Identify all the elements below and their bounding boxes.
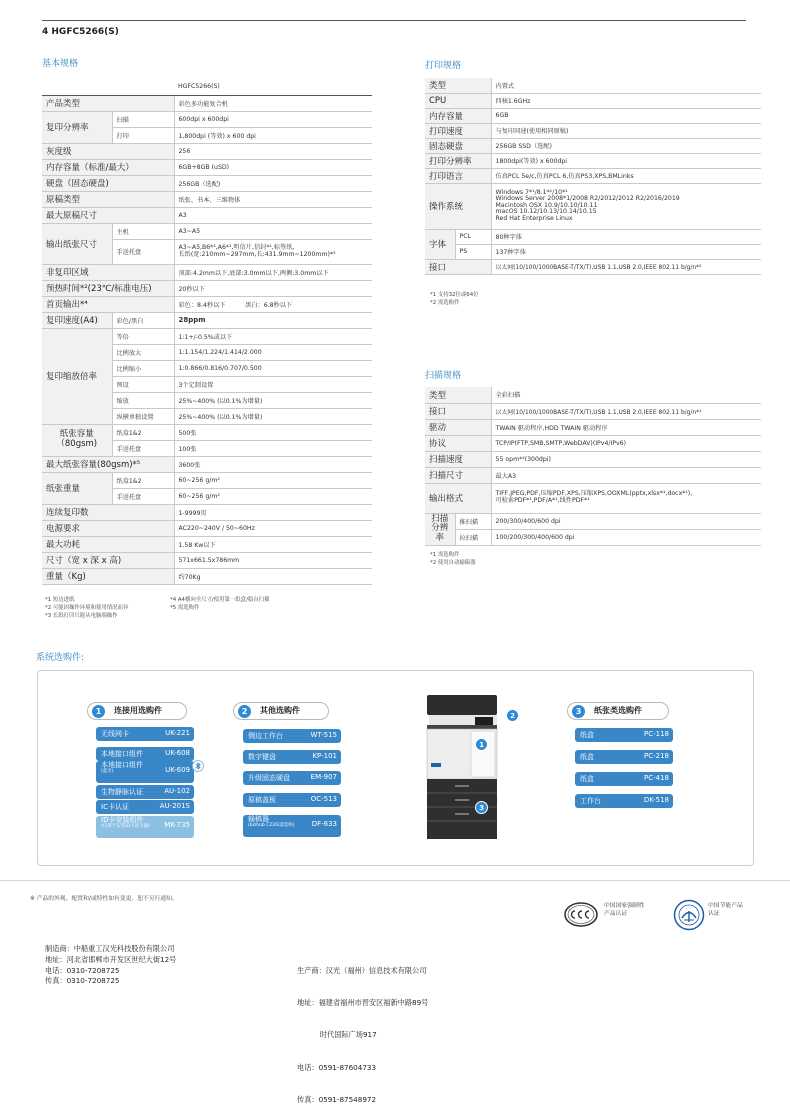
option-name: 无线网卡: [101, 730, 129, 738]
manufacturer-line: 制造商：中船重工汉光科技股份有限公司: [45, 944, 175, 953]
spec-value-line: TIFF,JPEG,PDF,压缩PDF,XPS,压缩XPS,OOXML(pptx,xlsx*¹,docx*¹),: [495, 490, 693, 498]
spec-label: 原稿类型: [42, 191, 174, 207]
spec-value: 25%~400% (以0.1%为增量): [174, 408, 372, 424]
spec-value: 1.58 Kw以下: [174, 536, 372, 552]
spec-label: 打印语言: [425, 168, 491, 183]
spec-label: 最大原稿尺寸: [42, 207, 174, 223]
spec-value: 137种字体: [491, 244, 761, 259]
spec-label: 复印速度(A4): [42, 312, 112, 328]
spec-value-line: macOS 10.12/10.13/10.14/10.15: [495, 208, 597, 216]
spec-value: 55 opm*²(300dpi): [491, 451, 761, 467]
option-name-line: 本地接口组件: [101, 761, 143, 769]
spec-sublabel: 主机: [112, 223, 174, 239]
machine-marker-1: 1: [475, 738, 488, 751]
print-spec-title: 打印规格: [425, 61, 462, 71]
spec-sublabel: PS: [455, 244, 491, 259]
ccc-cert-logo: [563, 901, 599, 928]
spec-value: 571x661.5x786mm: [174, 552, 372, 568]
option-code: PC-218: [644, 752, 669, 760]
scan-notes: [430, 551, 476, 567]
option-item: [575, 772, 673, 786]
spec-value: 60~256 g/m²: [174, 488, 372, 504]
spec-value: 约70Kg: [174, 568, 372, 584]
cert-label-line: 中国节能产品: [708, 903, 743, 909]
option-name-line: 输稿器: [248, 815, 269, 823]
spec-value: 6GB+8GB (uSD): [174, 159, 372, 175]
spec-label-line: （80gsm): [56, 439, 98, 449]
producer-line: 时代国际广场917: [297, 1030, 377, 1040]
spec-label: 打印速度: [425, 123, 491, 138]
spec-sublabel: 手送托盘: [112, 488, 174, 504]
group-number-badge: 2: [238, 705, 251, 718]
option-note: (仅用于安装ID卡读卡器): [101, 823, 150, 829]
option-item: [575, 794, 673, 808]
spec-label: 产品类型: [42, 95, 174, 111]
group-title: 其他选购件: [260, 706, 300, 715]
footnote: *2 可能因操作环境和使用情况而异: [45, 605, 129, 612]
options-title: 系统选购件:: [36, 653, 85, 663]
spec-label: 重量（Kg): [42, 568, 174, 584]
spec-value: [491, 183, 761, 229]
mfp-machine-illustration: [425, 693, 515, 843]
print-spec-table: [425, 78, 761, 275]
option-name: 纸盒: [580, 731, 594, 739]
option-item: [243, 771, 341, 785]
bluetooth-icon: [192, 760, 204, 772]
option-item: [96, 747, 194, 761]
spec-value: TCP/IP(FTP,SMB,SMTP,WebDAV)(IPv4/IPv6): [491, 435, 761, 451]
spec-value: 6GB: [491, 108, 761, 123]
spec-sublabel: 手送托盘: [112, 440, 174, 456]
spec-sublabel: 手送托盘: [112, 239, 174, 264]
spec-value: 3600张: [174, 456, 372, 472]
spec-value: 全彩扫描: [491, 387, 761, 403]
spec-value: 彩色多功能复合机: [174, 95, 372, 111]
spec-label-line: 扫描: [431, 513, 449, 524]
spec-label: 硬盘（固态硬盘): [42, 175, 174, 191]
spec-value: 1,800dpi (等效) x 600 dpi: [174, 127, 372, 143]
spec-value: 1-9999页: [174, 504, 372, 520]
option-item: [575, 728, 673, 742]
spec-value: 以太网(10/100/1000BASE-T/TX/T),USB 1.1,USB 2.0,IEEE 802.11 b/g/n*¹: [491, 403, 761, 419]
disclaimer: ※ 产品的外观、配置和/或特性如有变更，恕不另行通知。: [30, 896, 178, 902]
footnote: *2 使用自动输稿器: [430, 560, 476, 567]
option-code: UK-221: [165, 729, 190, 737]
spec-value: 纸张、书本、三维物体: [174, 191, 372, 207]
page-header: 4 HGFC5266(S): [42, 27, 119, 37]
spec-value: [491, 483, 761, 513]
option-name: 纸盒: [580, 775, 594, 783]
spec-value: A3~A5: [174, 223, 372, 239]
options-group-header: [233, 702, 329, 720]
footnote: *5 需选购件: [170, 605, 200, 612]
spec-sublabel: 比例放大: [112, 344, 174, 360]
option-item: [96, 800, 194, 814]
spec-value: 最大A3: [491, 467, 761, 483]
spec-value: 256: [174, 143, 372, 159]
cert-label-line: 产品认证: [604, 910, 628, 917]
basic-notes-left: [45, 596, 128, 620]
spec-value: 28ppm: [174, 312, 372, 328]
option-item: [96, 727, 194, 741]
group-title: 连接用选购件: [114, 706, 162, 715]
spec-value: 100/200/300/400/600 dpi: [491, 529, 761, 545]
option-code: OC-513: [310, 795, 337, 803]
group-number-badge: 3: [572, 705, 585, 718]
spec-label: 内存容量: [425, 108, 491, 123]
spec-sublabel: 缩放: [112, 392, 174, 408]
spec-label: 电源要求: [42, 520, 174, 536]
spec-value: A3: [174, 207, 372, 223]
option-item: [96, 816, 194, 838]
spec-value: 256GB SSD（选配): [491, 138, 761, 153]
option-code: WT-515: [310, 731, 337, 739]
top-rule: [42, 20, 746, 21]
spec-label: 非复印区域: [42, 264, 174, 280]
option-code: UK-609: [165, 766, 190, 774]
option-name: 原稿盖板: [248, 796, 276, 804]
spec-value: 256GB（选配): [174, 175, 372, 191]
spec-value-line: Macintosh OSX 10.9/10.10/10.11: [495, 201, 598, 209]
spec-value: 60~256 g/m²: [174, 472, 372, 488]
spec-value: 25%~400% (以0.1%为增量): [174, 392, 372, 408]
spec-sublabel: 预设: [112, 376, 174, 392]
footnote: *4 A4横向全尺寸/使用第一纸盒/稳台扫描: [170, 597, 270, 603]
option-name: 本地接口组件: [101, 750, 143, 758]
spec-label: 扫描尺寸: [425, 467, 491, 483]
spec-label: 复印缩放倍率: [42, 328, 112, 424]
spec-label: 驱动: [425, 419, 491, 435]
option-name: 升级固态硬盘: [248, 774, 290, 782]
spec-value-line: 长纸(宽:210mm~297mm,长:431.9mm~1200mm)*³: [178, 250, 336, 258]
spec-value: 1:1.154/1.224/1.414/2.000: [174, 344, 372, 360]
producer-line: 电话：0591-87604733: [297, 1062, 377, 1072]
options-group-header: [567, 702, 669, 720]
option-code: KP-101: [312, 752, 337, 760]
option-name: [101, 762, 143, 775]
model-header: HGFC5266(S): [174, 79, 372, 95]
spec-value: 20秒以下: [174, 280, 372, 296]
spec-label: 打印分辨率: [425, 153, 491, 168]
option-code: PC-418: [644, 774, 669, 782]
spec-value: 彩色：8.4秒以下 黑白：6.8秒以下: [174, 296, 372, 312]
spec-value: TWAIN 驱动程序,HDD TWAIN 驱动程序: [491, 419, 761, 435]
option-item: [243, 815, 341, 837]
spec-label: 输出纸张尺寸: [42, 223, 112, 264]
option-name: [248, 816, 294, 829]
spec-sublabel: 纵横单独设置: [112, 408, 174, 424]
option-name-line: ID卡安装组件: [101, 816, 144, 824]
spec-sublabel: PCL: [455, 229, 491, 244]
spec-label: 类型: [425, 78, 491, 93]
spec-value-line: Red Hat Enterprise Linux: [495, 214, 573, 222]
spec-value: 1:1+/-0.5%或以下: [174, 328, 372, 344]
spec-sublabel: 拉扫描: [455, 529, 491, 545]
spec-label: 字体: [425, 229, 455, 259]
option-item: [96, 785, 194, 799]
option-name: IC卡认证: [101, 803, 129, 811]
spec-value: 80种字体: [491, 229, 761, 244]
spec-label: 扫描速度: [425, 451, 491, 467]
spec-value: 3个定制设置: [174, 376, 372, 392]
option-item: [243, 729, 341, 743]
spec-label: 连续复印数: [42, 504, 174, 520]
option-code: UK-608: [165, 749, 190, 757]
spec-value: 600dpi x 600dpi: [174, 111, 372, 127]
spec-sublabel: 彩色/黑白: [112, 312, 174, 328]
option-item: [96, 761, 194, 783]
option-name: 纸盒: [580, 753, 594, 761]
spec-sublabel: 打印: [112, 127, 174, 143]
option-name: 生物静脉认证: [101, 788, 143, 796]
manufacturer-info: [45, 944, 176, 987]
producer-line: 传真：0591-87548972: [297, 1095, 377, 1105]
basic-notes-right: [170, 596, 269, 612]
producer-line: 地址：福建省福州市晋安区福新中路89号: [297, 997, 429, 1007]
manufacturer-line: 地址：河北省邯郸市开发区世纪大街12号: [45, 954, 177, 964]
option-name: [101, 817, 150, 830]
spec-value: 与复印同速(使用相同原稿): [491, 123, 761, 138]
option-note: (蓝牙): [101, 768, 114, 774]
spec-label: [425, 513, 455, 545]
spec-label: 协议: [425, 435, 491, 451]
spec-sublabel: 推扫描: [455, 513, 491, 529]
footnote: *1 短边进纸: [45, 597, 75, 603]
spec-sublabel: 纸盒1&2: [112, 472, 174, 488]
spec-value: 1:0.866/0.816/0.707/0.500: [174, 360, 372, 376]
spec-label: 最大纸张容量(80gsm)*⁵: [42, 456, 174, 472]
mfp-machine-drawing: [425, 693, 505, 843]
spec-label: 复印分辨率: [42, 111, 112, 143]
group-number-badge: 1: [92, 705, 105, 718]
footer-divider: [0, 880, 790, 881]
spec-sublabel: 纸盒1&2: [112, 424, 174, 440]
spec-value-line: A3~A5,B6*¹,A6*¹,明信片,信封*¹,标签纸,: [178, 243, 295, 251]
energy-saving-cert-icon: [673, 899, 705, 931]
spec-label: 尺寸（宽 x 深 x 高): [42, 552, 174, 568]
spec-label: 操作系统: [425, 183, 491, 229]
spec-label-line: 纸张容量: [59, 429, 94, 440]
spec-label: 灰度级: [42, 143, 174, 159]
spec-value: 内置式: [491, 78, 761, 93]
footnote: *1 支持32位或64位: [430, 292, 479, 298]
option-code: AU-201S: [159, 802, 190, 810]
footnote: *3 长纸打印只能从电脑端操作: [45, 613, 118, 620]
spec-value-line: Windows Server 2008*1/2008 R2/2012/2012 R2/2016/2019: [495, 195, 680, 203]
spec-value: 200/300/400/600 dpi: [491, 513, 761, 529]
machine-marker-3: 3: [475, 801, 488, 814]
basic-spec-table: [42, 79, 372, 585]
print-notes: [430, 291, 479, 307]
spec-value: AC220~240V / 50~60Hz: [174, 520, 372, 536]
option-code: DF-633: [311, 820, 337, 828]
spec-label: 接口: [425, 259, 491, 274]
option-code: AU-102: [164, 787, 190, 795]
spec-label: 首页输出*⁴: [42, 296, 174, 312]
option-code: MK-735: [164, 821, 190, 829]
footnote: *1 需选购件: [430, 552, 460, 558]
producer-line: 生产商：汉光（福州）信息技术有限公司: [297, 965, 427, 975]
option-note: (bizhub C226i需选购): [248, 822, 295, 828]
spec-label: 预热时间*²(23℃/标准电压): [42, 280, 174, 296]
ccc-cert-icon: [563, 901, 599, 928]
spec-label: 固态硬盘: [425, 138, 491, 153]
option-name: 数字键盘: [248, 753, 276, 761]
option-item: [243, 793, 341, 807]
spec-label-line: 分辨率: [431, 523, 449, 543]
spec-value: 100张: [174, 440, 372, 456]
spec-value: 四核1.6GHz: [491, 93, 761, 108]
manufacturer-line: 传真：0310-7208725: [45, 976, 120, 986]
option-code: DK-518: [643, 796, 669, 804]
producer-info: [297, 944, 428, 1117]
spec-sublabel: 等倍: [112, 328, 174, 344]
cert-label-line: 认证: [708, 910, 720, 917]
ccc-cert-label: [604, 903, 645, 919]
spec-label: 类型: [425, 387, 491, 403]
footnote: *2 需选购件: [430, 300, 460, 307]
spec-value: 仿真PCL 5e/c,仿真PCL 6,仿真PS3,XPS,BMLinks: [491, 168, 761, 183]
spec-value-line: Windows 7*¹/8.1*¹/10*¹: [495, 188, 568, 196]
spec-label: 接口: [425, 403, 491, 419]
manufacturer-line: 电话：0310-7208725: [45, 965, 120, 975]
option-code: EM-907: [310, 773, 337, 781]
spec-label: 内存容量（标准/最大）: [42, 159, 174, 175]
scan-spec-table: [425, 387, 761, 546]
option-item: [575, 750, 673, 764]
spec-sublabel: 扫描: [112, 111, 174, 127]
spec-label: CPU: [425, 93, 491, 108]
spec-value: 顶部:4.2mm以下,底部:3.0mm以下,两侧:3.0mm以下: [174, 264, 372, 280]
scan-spec-title: 扫描规格: [425, 371, 462, 381]
spec-value: 500张: [174, 424, 372, 440]
spec-label: 纸张重量: [42, 472, 112, 504]
spec-sublabel: 比例缩小: [112, 360, 174, 376]
spec-value-line: 可检索PDF*¹,PDF/A*¹,线性PDF*¹: [495, 497, 590, 504]
spec-label: [42, 424, 112, 456]
spec-label: 最大功耗: [42, 536, 174, 552]
spec-value: 以太网(10/100/1000BASE-T/TX/T),USB 1.1,USB 2.0,IEEE 802.11 b/g/n*²: [491, 259, 761, 274]
spec-label: 输出格式: [425, 483, 491, 513]
bluetooth-glyph: [193, 761, 203, 771]
group-title: 纸张类选购件: [594, 706, 642, 715]
option-name: 工作台: [580, 797, 601, 805]
cert-label-line: 中国国家强制性: [604, 903, 645, 909]
option-code: PC-118: [644, 730, 669, 738]
spec-value: 1800dpi(等效) x 600dpi: [491, 153, 761, 168]
basic-spec-title: 基本规格: [42, 59, 79, 69]
energy-cert-label: [708, 903, 743, 919]
energy-saving-cert-logo: [673, 899, 705, 931]
spec-value: [174, 239, 372, 264]
machine-marker-2: 2: [506, 709, 519, 722]
option-item: [243, 750, 341, 764]
options-group-header: [87, 702, 187, 720]
option-name: 侧边工作台: [248, 732, 283, 740]
